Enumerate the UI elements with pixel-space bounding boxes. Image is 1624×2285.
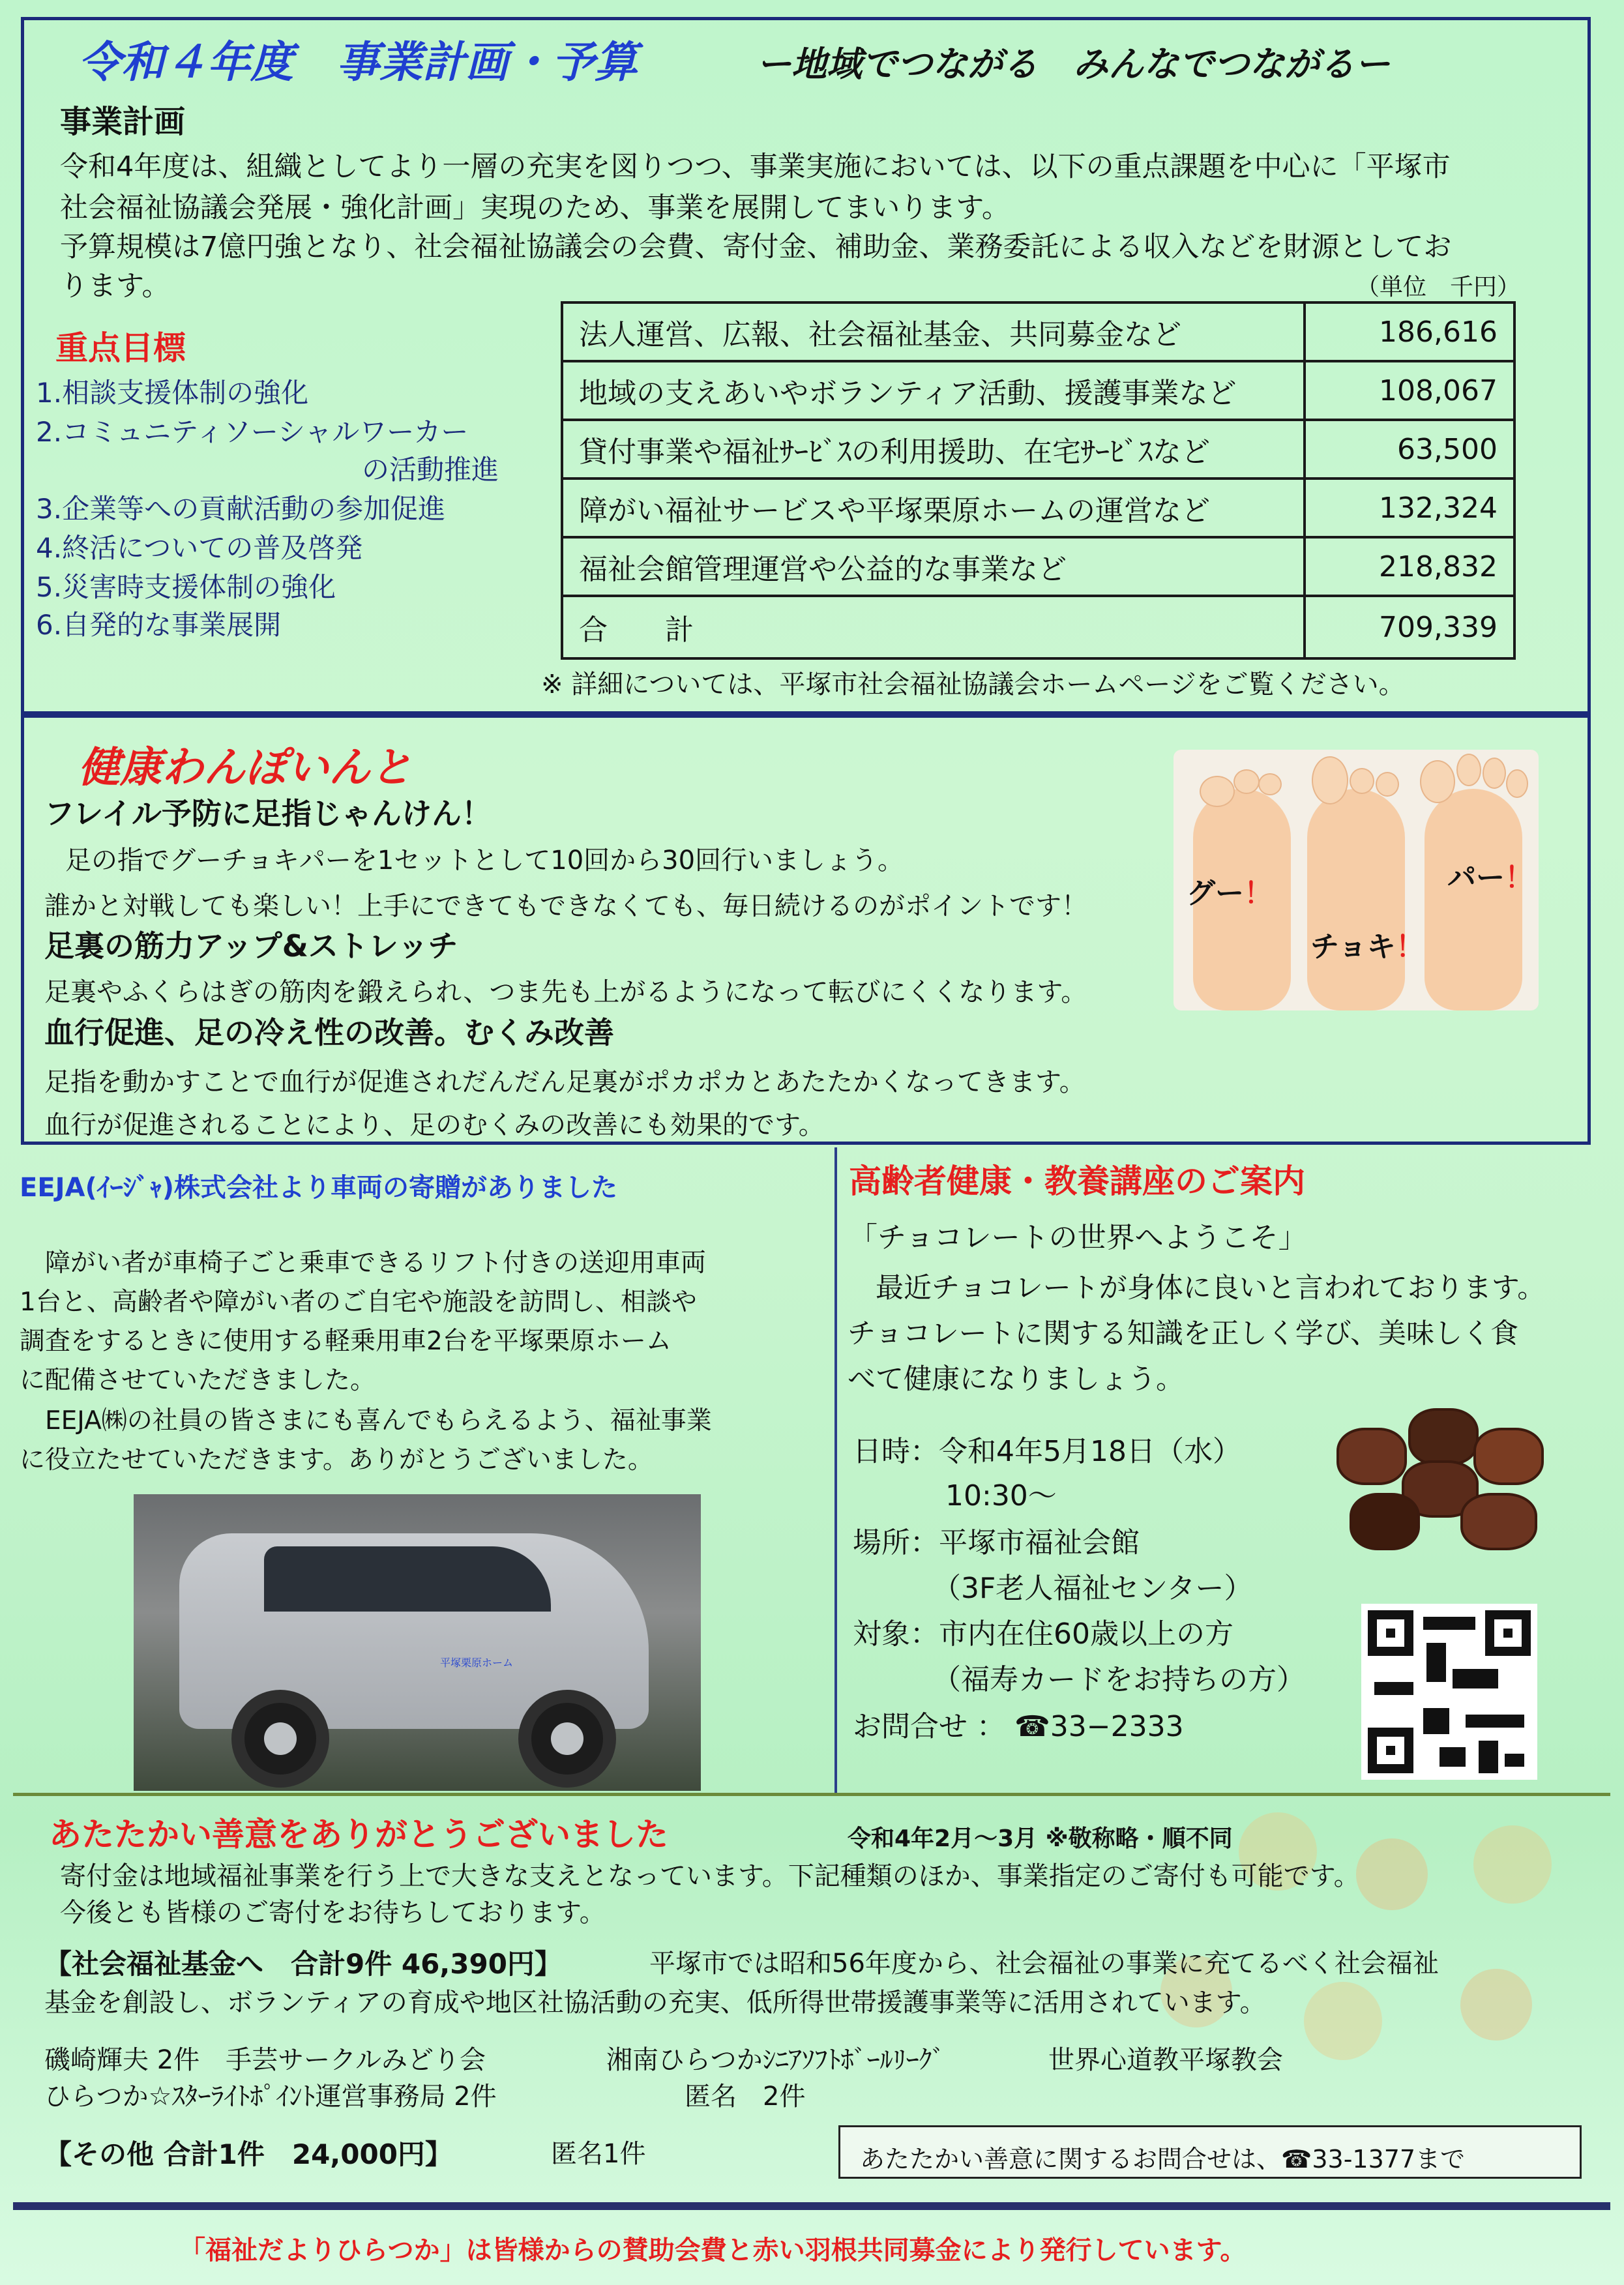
budget-amount: 132,324 — [1305, 479, 1514, 537]
table-row — [562, 537, 1514, 596]
qr-code[interactable] — [1361, 1604, 1537, 1780]
feet-illustration — [1174, 750, 1539, 1010]
goal-item: 6.自発的な事業展開 — [36, 609, 282, 641]
course-time: 10:30～ — [945, 1479, 1057, 1512]
course-body-line: 最近チョコレートが身体に良いと言われております。 — [848, 1272, 1546, 1305]
goals-title: 重点目標 — [55, 329, 186, 367]
table-row-total — [562, 596, 1514, 658]
health-title: 健康わんぽいんと — [78, 744, 412, 792]
goal-item: 4.終活についての普及啓発 — [36, 532, 363, 564]
kids-decoration — [1356, 1838, 1428, 1910]
eeja-title: EEJA(ｲｰｼﾞｬ)株式会社より車両の寄贈がありました — [20, 1173, 618, 1203]
toe — [1420, 760, 1455, 803]
inquiry-box — [838, 2125, 1582, 2179]
table-row — [562, 302, 1514, 361]
plan-heading: 事業計画 — [60, 104, 186, 140]
plan-body-line: ります。 — [60, 270, 170, 302]
table-row — [562, 361, 1514, 420]
car-wheel — [518, 1690, 616, 1788]
plan-subtitle: ー地域でつながる みんなでつながるー — [756, 44, 1390, 85]
exclamation: ！ — [1244, 877, 1273, 910]
donor-list: 匿名 2件 — [685, 2082, 806, 2112]
toe — [1506, 769, 1528, 798]
eeja-body-line: 調査をするときに使用する軽乗用車2台を平塚栗原ホーム — [20, 1327, 672, 1356]
course-body-line: べて健康になりましょう。 — [848, 1363, 1184, 1396]
car-wheel — [231, 1690, 329, 1788]
budget-label: 地域の支えあいやボランティア活動、援護事業など — [562, 361, 1305, 420]
chocolate — [1336, 1428, 1407, 1485]
section-divider — [13, 1793, 1610, 1796]
label-goo — [1187, 870, 1273, 911]
qr-module — [1453, 1669, 1498, 1688]
toe — [1200, 776, 1235, 807]
budget-label: 福祉会館管理運営や公益的な事業など — [562, 537, 1305, 596]
goal-item: の活動推進 — [362, 454, 499, 486]
car-window — [264, 1546, 551, 1612]
course-body-line: チョコレートに関する知識を正しく学び、美味しく食 — [848, 1318, 1518, 1350]
chocolate — [1350, 1493, 1420, 1550]
footer-text: 「福祉だよりひらつか」は皆様からの賛助会費と赤い羽根共同募金により発行しています。 — [179, 2235, 1247, 2265]
plan-title: 令和４年度 事業計画・予算 — [78, 37, 638, 87]
foot-paa — [1425, 789, 1522, 1010]
label-paa-text: パー — [1447, 861, 1505, 894]
donor-list: 湘南ひらつかｼﾆｱｿﾌﾄﾎﾞｰﾙﾘｰｸﾞ — [606, 2045, 945, 2075]
course-title: 高齢者健康・教養講座のご案内 — [849, 1162, 1305, 1200]
eeja-body-line: に配備させていただきました。 — [20, 1366, 376, 1395]
course-date: 日時：令和4年5月18日（水） — [853, 1435, 1241, 1468]
course-place-sub: （3F老人福祉センター） — [932, 1572, 1253, 1605]
budget-label: 貸付事業や福祉ｻｰﾋﾞｽの利用援助、在宅ｻｰﾋﾞｽなど — [562, 420, 1305, 479]
budget-label: 法人運営、広報、社会福祉基金、共同募金など — [562, 302, 1305, 361]
qr-module — [1426, 1643, 1446, 1682]
car-door-text: 平塚栗原ホーム — [440, 1657, 514, 1669]
qr-module — [1505, 1754, 1524, 1767]
budget-total-label: 合 計 — [562, 596, 1305, 658]
qr-module — [1423, 1708, 1449, 1734]
toe — [1456, 754, 1481, 786]
eeja-body-line: に役立たせていただきます。ありがとうございました。 — [20, 1445, 653, 1475]
car-photo — [134, 1494, 701, 1791]
kids-decoration — [1473, 1825, 1552, 1904]
goal-item: 3.企業等への貢献活動の参加促進 — [36, 493, 446, 525]
donations-title: あたたかい善意をありがとうございました — [49, 1816, 668, 1853]
chocolate — [1460, 1493, 1537, 1550]
health-heading: 足裏の筋力アップ&ストレッチ — [44, 928, 458, 964]
budget-label: 障がい福祉サービスや平塚栗原ホームの運営など — [562, 479, 1305, 537]
toe — [1376, 772, 1399, 797]
qr-module — [1423, 1617, 1475, 1630]
budget-amount: 108,067 — [1305, 361, 1514, 420]
kids-decoration — [1460, 1969, 1532, 2041]
course-contact: お問合せ ： ☎33−2333 — [853, 1710, 1184, 1743]
fund-label: 【社会福祉基金へ 合計9件 46,390円】 — [44, 1948, 562, 1980]
plan-body-line: 社会福祉協議会発展・強化計画」実現のため、事業を展開してまいります。 — [60, 192, 1010, 224]
toe — [1233, 769, 1260, 794]
toe — [1483, 758, 1506, 789]
plan-body-line: 予算規模は7億円強となり、社会福祉協議会の会費、寄付金、補助金、業務委託による収入などを財源としてお — [60, 231, 1452, 263]
chocolate-illustration — [1330, 1389, 1545, 1558]
other-donor: 匿名1件 — [551, 2139, 646, 2169]
budget-amount: 218,832 — [1305, 537, 1514, 596]
column-divider — [834, 1147, 837, 1793]
eeja-body-line: EEJA㈱の社員の皆さまにも喜んでもらえるよう、福祉事業 — [20, 1406, 712, 1436]
plan-body-line: 令和4年度は、組織としてより一層の充実を図りつつ、事業実施においては、以下の重点課題を中心に「平塚市 — [60, 151, 1451, 183]
qr-module — [1479, 1741, 1498, 1773]
toe — [1350, 768, 1374, 794]
table-row — [562, 479, 1514, 537]
toe — [1258, 773, 1282, 795]
health-text: 足の指でグーチョキパーを1セットとして10回から30回行いましょう。 — [65, 846, 904, 876]
qr-module — [1466, 1715, 1524, 1728]
kids-decoration — [1304, 1982, 1382, 2060]
qr-module — [1374, 1682, 1413, 1695]
health-heading: 血行促進、足の冷え性の改善。むくみ改善 — [44, 1015, 614, 1050]
plan-note: ※ 詳細については、平塚市社会福祉協議会ホームページをご覧ください。 — [541, 670, 1405, 700]
exclamation: ！ — [1395, 930, 1425, 964]
other-label: 【その他 合計1件 24,000円】 — [44, 2138, 452, 2170]
budget-table — [561, 301, 1516, 660]
toe — [1312, 756, 1348, 804]
goal-item: 1.相談支援体制の強化 — [36, 377, 309, 409]
fund-desc: 基金を創設し、ボランティアの育成や地区社協活動の充実、低所得世帯援護事業等に活用されています。 — [44, 1988, 1266, 2018]
chocolate — [1408, 1408, 1479, 1466]
foot-choki — [1307, 789, 1405, 1010]
qr-finder — [1368, 1728, 1413, 1773]
exclamation: ！ — [1505, 861, 1533, 894]
eeja-body-line: 1台と、高齢者や障がい者のご自宅や施設を訪問し、相談や — [20, 1288, 697, 1317]
health-text: 足裏やふくらはぎの筋肉を鍛えられ、つま先も上がるようになって転びにくくなります。 — [44, 977, 1087, 1007]
donor-list: ひらつか☆ｽﾀｰﾗｲﾄﾎﾟｲﾝﾄ運営事務局 2件 — [44, 2082, 497, 2112]
budget-amount: 63,500 — [1305, 420, 1514, 479]
qr-finder — [1368, 1610, 1413, 1656]
label-choki — [1310, 923, 1425, 965]
table-row — [562, 420, 1514, 479]
health-heading: フレイル予防に足指じゃんけん！ — [44, 796, 492, 831]
footer-rule — [13, 2202, 1610, 2210]
budget-unit: （単位 千円） — [1356, 274, 1521, 301]
qr-finder — [1485, 1610, 1531, 1656]
label-goo-text: グー — [1187, 877, 1244, 910]
donations-intro: 寄付金は地域福祉事業を行う上で大きな支えとなっています。下記種類のほか、事業指定のご寄付も可能です。 — [60, 1861, 1360, 1891]
qr-module — [1439, 1747, 1466, 1767]
donor-list: 磯崎輝夫 2件 手芸サークルみどり会 — [44, 2045, 486, 2075]
chocolate — [1473, 1428, 1544, 1485]
label-choki-text: チョキ — [1310, 930, 1396, 964]
health-text: 誰かと対戦しても楽しい！上手にできてもできなくても、毎日続けるのがポイントです！ — [44, 891, 1087, 921]
course-subtitle: 「チョコレートの世界へようこそ」 — [849, 1221, 1307, 1254]
goal-item: 2.コミュニティソーシャルワーカー — [36, 416, 469, 448]
course-target: 対象：市内在住60歳以上の方 — [853, 1617, 1233, 1651]
donor-list: 世界心道教平塚教会 — [1048, 2045, 1283, 2075]
course-target-sub: （福寿カードをお持ちの方） — [932, 1663, 1305, 1696]
donations-intro: 今後とも皆様のご寄付をお待ちしております。 — [60, 1898, 606, 1928]
inquiry-text: あたたかい善意に関するお問合せは、☎33-1377まで — [860, 2145, 1466, 2174]
course-place: 場所：平塚市福祉会館 — [853, 1526, 1140, 1559]
eeja-body-line: 障がい者が車椅子ごと乗車できるリフト付きの送迎用車両 — [20, 1248, 707, 1278]
donations-period: 令和4年2月～3月 ※敬称略・順不同 — [848, 1825, 1233, 1852]
budget-total-amount: 709,339 — [1305, 596, 1514, 658]
health-text: 血行が促進されることにより、足のむくみの改善にも効果的です。 — [44, 1110, 825, 1140]
health-text: 足指を動かすことで血行が促進されだんだん足裏がポカポカとあたたかくなってきます。 — [44, 1067, 1085, 1097]
budget-amount: 186,616 — [1305, 302, 1514, 361]
fund-desc: 平塚市では昭和56年度から、社会福祉の事業に充てるべく社会福祉 — [649, 1949, 1439, 1979]
label-paa — [1447, 854, 1533, 896]
goal-item: 5.災害時支援体制の強化 — [36, 571, 336, 603]
